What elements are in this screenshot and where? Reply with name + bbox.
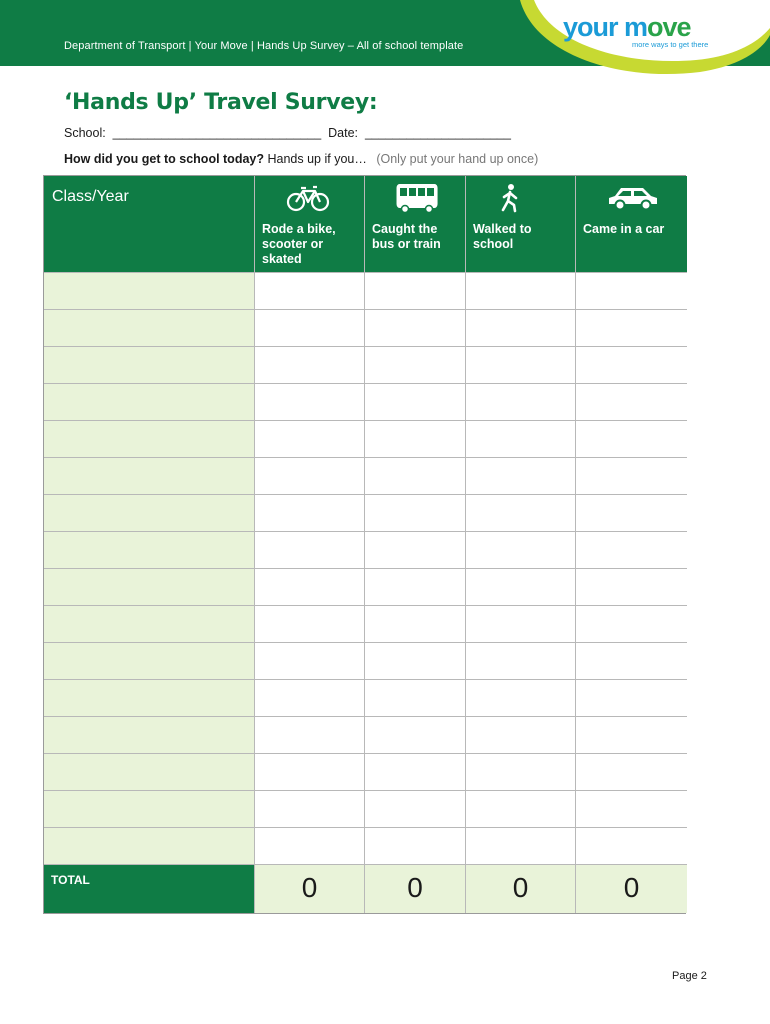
mode-label-car: Came in a car xyxy=(583,222,665,236)
count-cell[interactable] xyxy=(576,791,687,828)
mode-label-bus: Caught the bus or train xyxy=(372,222,441,251)
count-cell[interactable] xyxy=(255,310,365,347)
count-cell[interactable] xyxy=(255,458,365,495)
count-cell[interactable] xyxy=(365,384,466,421)
count-cell[interactable] xyxy=(365,458,466,495)
count-cell[interactable] xyxy=(576,495,687,532)
page-number: Page 2 xyxy=(672,970,707,982)
mode-header-bike xyxy=(255,176,365,273)
count-cell[interactable] xyxy=(255,495,365,532)
total-label: TOTAL xyxy=(44,865,255,913)
question-text: How did you get to school today? xyxy=(64,152,264,166)
count-cell[interactable] xyxy=(466,310,576,347)
school-date-line: School: ______________________________ Date: _____________________ xyxy=(64,126,511,140)
question-prompt: Hands up if you… xyxy=(267,152,367,166)
count-cell[interactable] xyxy=(365,754,466,791)
class-year-input[interactable] xyxy=(44,643,255,680)
class-year-input[interactable] xyxy=(44,273,255,310)
count-cell[interactable] xyxy=(255,680,365,717)
bus-icon xyxy=(388,182,446,214)
count-cell[interactable] xyxy=(466,828,576,865)
count-cell[interactable] xyxy=(576,310,687,347)
logo-tagline: more ways to get there xyxy=(632,40,709,49)
count-cell[interactable] xyxy=(365,791,466,828)
class-year-input[interactable] xyxy=(44,310,255,347)
count-cell[interactable] xyxy=(576,828,687,865)
class-year-input[interactable] xyxy=(44,421,255,458)
count-cell[interactable] xyxy=(576,606,687,643)
count-cell[interactable] xyxy=(576,754,687,791)
count-cell[interactable] xyxy=(576,273,687,310)
walking-person-icon xyxy=(489,182,533,214)
count-cell[interactable] xyxy=(255,532,365,569)
count-cell[interactable] xyxy=(255,421,365,458)
survey-table xyxy=(43,175,686,914)
count-cell[interactable] xyxy=(576,532,687,569)
count-cell[interactable] xyxy=(255,273,365,310)
count-cell[interactable] xyxy=(466,569,576,606)
count-cell[interactable] xyxy=(576,347,687,384)
mode-header-walk xyxy=(466,176,576,273)
count-cell[interactable] xyxy=(365,828,466,865)
class-year-input[interactable] xyxy=(44,495,255,532)
class-year-input[interactable] xyxy=(44,569,255,606)
count-cell[interactable] xyxy=(365,606,466,643)
count-cell[interactable] xyxy=(365,347,466,384)
count-cell[interactable] xyxy=(466,791,576,828)
count-cell[interactable] xyxy=(466,606,576,643)
count-cell[interactable] xyxy=(255,606,365,643)
count-cell[interactable] xyxy=(466,643,576,680)
total-value: 0 xyxy=(365,865,466,913)
count-cell[interactable] xyxy=(466,717,576,754)
page-title: ‘Hands Up’ Travel Survey: xyxy=(64,90,378,115)
count-cell[interactable] xyxy=(576,569,687,606)
total-value: 0 xyxy=(466,865,576,913)
count-cell[interactable] xyxy=(576,643,687,680)
question-line xyxy=(64,152,538,166)
mode-header-car xyxy=(576,176,687,273)
class-year-input[interactable] xyxy=(44,717,255,754)
count-cell[interactable] xyxy=(255,569,365,606)
class-year-header: Class/Year xyxy=(44,176,255,273)
count-cell[interactable] xyxy=(365,680,466,717)
count-cell[interactable] xyxy=(365,310,466,347)
count-cell[interactable] xyxy=(365,717,466,754)
count-cell[interactable] xyxy=(365,273,466,310)
count-cell[interactable] xyxy=(365,421,466,458)
count-cell[interactable] xyxy=(576,717,687,754)
count-cell[interactable] xyxy=(365,495,466,532)
total-value: 0 xyxy=(576,865,687,913)
count-cell[interactable] xyxy=(466,754,576,791)
count-cell[interactable] xyxy=(255,791,365,828)
count-cell[interactable] xyxy=(576,680,687,717)
class-year-input[interactable] xyxy=(44,791,255,828)
count-cell[interactable] xyxy=(576,458,687,495)
count-cell[interactable] xyxy=(466,458,576,495)
mode-label-walk: Walked to school xyxy=(473,222,532,251)
class-year-input[interactable] xyxy=(44,458,255,495)
count-cell[interactable] xyxy=(466,273,576,310)
class-year-input[interactable] xyxy=(44,532,255,569)
logo: your move xyxy=(563,12,691,42)
class-year-input[interactable] xyxy=(44,828,255,865)
mode-label-bike: Rode a bike, scooter or skated xyxy=(262,222,336,266)
class-year-input[interactable] xyxy=(44,754,255,791)
class-year-input[interactable] xyxy=(44,347,255,384)
count-cell[interactable] xyxy=(365,569,466,606)
count-cell[interactable] xyxy=(255,717,365,754)
bicycle-icon xyxy=(286,182,330,214)
class-year-input[interactable] xyxy=(44,680,255,717)
class-year-input[interactable] xyxy=(44,384,255,421)
count-cell[interactable] xyxy=(255,347,365,384)
count-cell[interactable] xyxy=(576,421,687,458)
question-note: (Only put your hand up once) xyxy=(376,152,539,166)
count-cell[interactable] xyxy=(466,421,576,458)
count-cell[interactable] xyxy=(466,532,576,569)
class-year-input[interactable] xyxy=(44,606,255,643)
count-cell[interactable] xyxy=(466,495,576,532)
count-cell[interactable] xyxy=(466,384,576,421)
car-icon xyxy=(605,182,661,214)
count-cell[interactable] xyxy=(365,532,466,569)
mode-header-bus xyxy=(365,176,466,273)
count-cell[interactable] xyxy=(576,384,687,421)
count-cell[interactable] xyxy=(255,643,365,680)
count-cell[interactable] xyxy=(466,347,576,384)
total-value: 0 xyxy=(255,865,365,913)
count-cell[interactable] xyxy=(255,384,365,421)
count-cell[interactable] xyxy=(365,643,466,680)
count-cell[interactable] xyxy=(255,754,365,791)
count-cell[interactable] xyxy=(466,680,576,717)
count-cell[interactable] xyxy=(255,828,365,865)
header-text: Department of Transport | Your Move | Hands Up Survey – All of school template xyxy=(64,40,464,52)
